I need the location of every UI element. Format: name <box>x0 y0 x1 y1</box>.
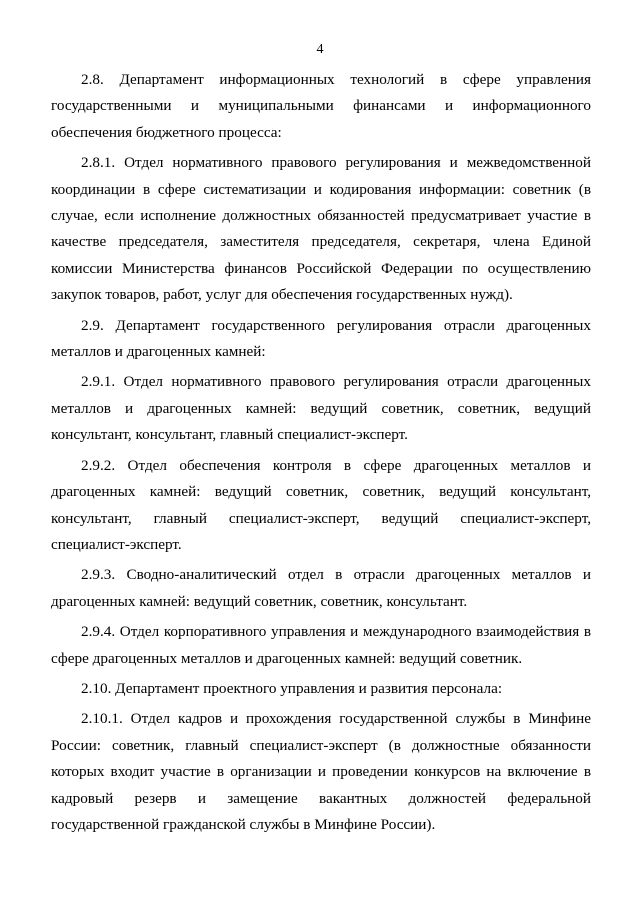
paragraph-2-9-1: 2.9.1. Отдел нормативного правового регулирования отрасли драгоценных металлов и драгоценных камней: ведущий советник, советник, ведущий консультант, консультант, главный специалист-эксперт. <box>51 373 591 444</box>
paragraph-2-8-1: 2.8.1. Отдел нормативного правового регулирования и межведомственной координации в сфере систематизации и кодирования информации: советник (в случае, если исполнение должностных обязанностей предусматривает участие в качестве председателя, заместителя председателя, секретаря, члена Единой комиссии Министерства финансов Российской Федерации по осуществлению закупок товаров, работ, услуг для обеспечения государственных нужд). <box>51 154 591 304</box>
paragraph-2-9-4: 2.9.4. Отдел корпоративного управления и международного взаимодействия в сфере драгоценных металлов и драгоценных камней: ведущий советник. <box>51 623 591 667</box>
paragraph-2-9-3: 2.9.3. Сводно-аналитический отдел в отрасли драгоценных металлов и драгоценных камней: ведущий советник, советник, консультант. <box>51 566 591 610</box>
page-number: 4 <box>316 42 324 57</box>
document-body <box>51 67 591 842</box>
paragraph-2-10-1: 2.10.1. Отдел кадров и прохождения государственной службы в Минфине России: советник, главный специалист-эксперт (в должностные обязанности которых входит участие в организации и проведении конкурсов на включение в кадровый резерв и замещение вакантных должностей федеральной государственной гражданской службы в Минфине России). <box>51 710 591 833</box>
paragraph-2-9: 2.9. Департамент государственного регулирования отрасли драгоценных металлов и драгоценных камней: <box>51 316 591 361</box>
paragraph-2-9-2: 2.9.2. Отдел обеспечения контроля в сфере драгоценных металлов и драгоценных камней: ведущий советник, советник, ведущий консультант, консультант, главный специалист-эксперт, ведущий специалист-эксперт, специалист-эксперт. <box>51 456 591 553</box>
paragraph-2-8: 2.8. Департамент информационных технологий в сфере управления государственными и муниципальными финансами и информационного обеспечения бюджетного процесса: <box>51 71 591 141</box>
paragraph-2-10: 2.10. Департамент проектного управления и развития персонала: <box>81 679 503 697</box>
